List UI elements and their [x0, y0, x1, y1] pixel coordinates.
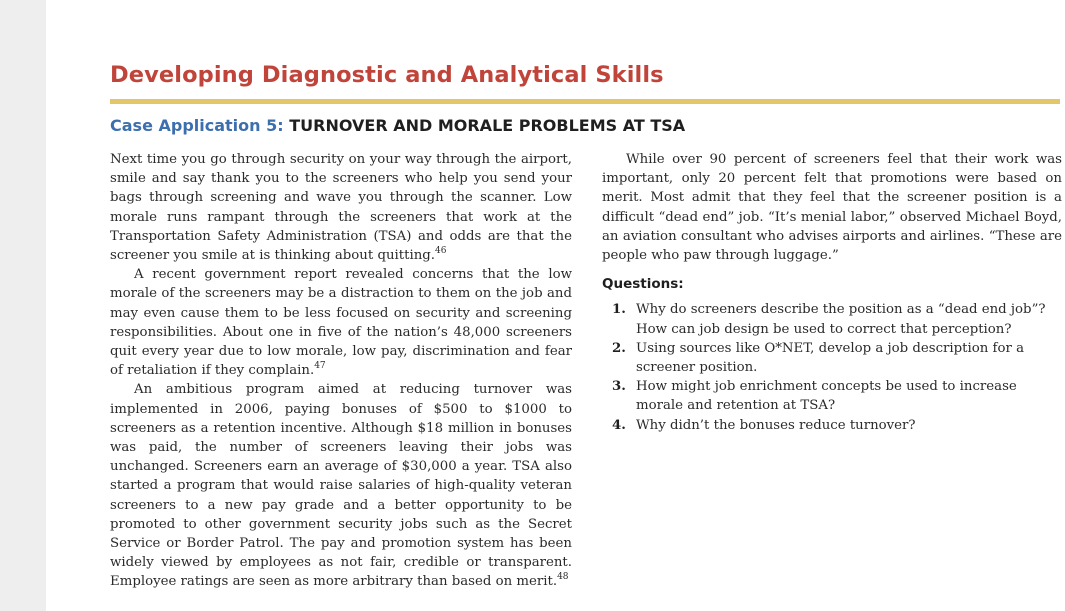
page-margin-strip	[0, 0, 46, 611]
question-item	[602, 339, 1062, 377]
right-column	[602, 150, 1062, 435]
paragraph-text: An ambitious program aimed at reducing turnover was implemented in 2006, paying bonuses of $500 to $1000 to screeners as a retention incentive. Although $18 million in bonuses was paid, the number of screeners leaving their jobs was unchanged. Screeners earn an average of $30,000 a year. TSA also started a program that would raise salaries of high-quality veteran screeners to a new pay grade and a better opportunity to be promoted to other government security jobs such as the Secret Service or Border Patrol. The pay and promotion system has been widely viewed by employees as not fair, credible or transparent. Employee ratings are seen as more arbitrary than based on merit.	[110, 382, 572, 590]
case-label: Case Application 5:	[110, 116, 284, 135]
paragraph-text: While over 90 percent of screeners feel that their work was important, only 20 percent felt that promotions were based on merit. Most admit that they feel that the screener position is a difficult “dead end” job. “It’s menial labor,” observed Michael Boyd, an aviation consultant who advises airports and airlines. “These are people who paw through luggage.”	[602, 152, 1062, 264]
question-number: 2.	[612, 340, 626, 356]
question-item	[602, 300, 1062, 338]
question-text: How might job enrichment concepts be used to increase morale and retention at TSA?	[636, 379, 1017, 414]
question-item	[602, 416, 1062, 435]
question-text: Why didn’t the bonuses reduce turnover?	[636, 417, 916, 433]
questions-heading: Questions:	[602, 276, 684, 293]
paragraph-program	[110, 380, 572, 591]
question-item	[602, 377, 1062, 415]
question-number: 4.	[612, 417, 626, 433]
case-title: TURNOVER AND MORALE PROBLEMS AT TSA	[289, 116, 686, 135]
question-number: 3.	[612, 379, 626, 395]
left-column	[110, 150, 572, 592]
endnote-marker: 47	[314, 361, 326, 372]
case-heading	[110, 116, 685, 135]
question-text: Why do screeners describe the position as a “dead end job”? How can job design be used to correct that perception?	[636, 302, 1046, 337]
question-number: 1.	[612, 302, 626, 318]
question-text: Using sources like O*NET, develop a job description for a screener position.	[636, 340, 1024, 376]
title-rule	[110, 99, 1060, 104]
paragraph-text: A recent government report revealed concerns that the low morale of the screeners may be a distraction to them on the job and may even cause them to be less focused on security and screening responsibilities. About one in five of the nation’s 48,000 screeners quit every year due to low morale, low pay, discrimination and fear of retaliation if they complain.	[110, 267, 572, 379]
paragraph-survey	[602, 150, 1062, 265]
paragraph-text: Next time you go through security on your way through the airport, smile and say thank you to the screeners who help you send your bags through screening and wave you through the scanner. Low morale runs rampant through the screeners that work at the Transportation Safety Administration (TSA) and odds are that the screener you smile at is thinking about quitting.	[110, 152, 572, 264]
paragraph-report	[110, 265, 572, 380]
section-title: Developing Diagnostic and Analytical Skills	[110, 62, 664, 88]
paragraph-intro	[110, 150, 572, 265]
endnote-marker: 48	[557, 572, 569, 583]
question-list	[602, 300, 1062, 434]
endnote-marker: 46	[435, 246, 447, 257]
